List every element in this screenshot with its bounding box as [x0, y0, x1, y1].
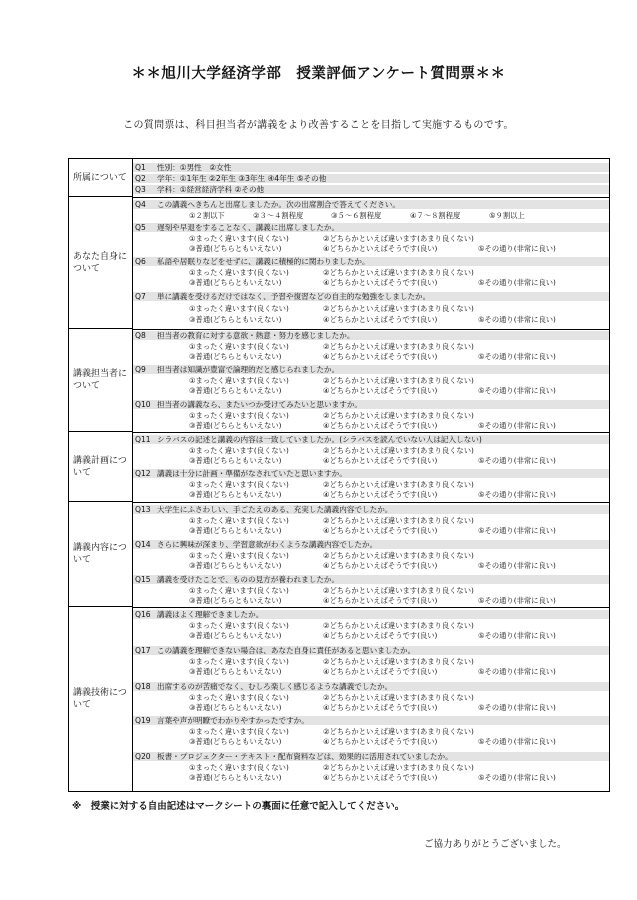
scale-option: ②どちらかといえば違います(あまり良くない): [323, 586, 474, 595]
scale-option: ⑤その通り(非常に良い): [478, 456, 556, 465]
category-label: 所属について: [73, 172, 127, 183]
scale-option: ①まったく違います(良くない): [189, 516, 289, 525]
question-row: [133, 331, 609, 340]
scale-option: ①まったく違います(良くない): [189, 657, 289, 666]
scale-option: ⑤その通り(非常に良い): [478, 737, 556, 746]
scale-option: ②どちらかといえば違います(あまり良くない): [323, 763, 474, 772]
scale-row: [133, 446, 609, 455]
scale-option: ①まったく違います(良くない): [189, 621, 289, 630]
question-row: [133, 257, 609, 266]
scale-option: ④どちらかといえばそうです(良い): [323, 561, 438, 570]
attendance-option: ③５～６割程度: [331, 211, 382, 220]
scale-row: [133, 234, 609, 243]
scale-option: ⑤その通り(非常に良い): [478, 526, 556, 535]
scale-row: [133, 763, 609, 772]
scale-option: ③普通(どちらともいえない): [189, 456, 282, 465]
scale-option: ①まったく違います(良くない): [189, 480, 289, 489]
scale-option: ②どちらかといえば違います(あまり良くない): [323, 693, 474, 702]
question-row: [133, 682, 609, 691]
scale-option: ⑤その通り(非常に良い): [478, 244, 556, 253]
question-text: 担当者は知識が豊富で論理的だと感じられましたか。: [157, 365, 340, 374]
question-row: [133, 716, 609, 725]
scale-option: ②どちらかといえば違います(あまり良くない): [323, 657, 474, 666]
scale-option: ④どちらかといえばそうです(良い): [323, 703, 438, 712]
scale-option: ③普通(どちらともいえない): [189, 631, 282, 640]
scale-row: [133, 490, 609, 499]
question-number: Q10: [135, 400, 151, 409]
scale-option: ②どちらかといえば違います(あまり良くない): [323, 268, 474, 277]
question-number: Q20: [135, 752, 151, 761]
attendance-option: ①２割以下: [189, 211, 225, 220]
thanks-text: ご協力ありがとうございました。: [424, 839, 567, 850]
scale-option: ④どちらかといえばそうです(良い): [323, 490, 438, 499]
category-self: [69, 197, 133, 329]
scale-option: ⑤その通り(非常に良い): [478, 278, 556, 287]
question-text: 担当者の講義なら、またいつか受けてみたいと思いますか。: [157, 400, 363, 409]
scale-option: ③普通(どちらともいえない): [189, 244, 282, 253]
scale-option: ①まったく違います(良くない): [189, 763, 289, 772]
scale-option: ①まったく違います(良くない): [189, 586, 289, 595]
scale-option: ④どちらかといえばそうです(良い): [323, 631, 438, 640]
question-row: [133, 575, 609, 584]
scale-option: ③普通(どちらともいえない): [189, 667, 282, 676]
scale-row: [133, 278, 609, 287]
attendance-option: ④７～８割程度: [410, 211, 461, 220]
scale-row: [133, 421, 609, 430]
scale-option: ⑤その通り(非常に良い): [478, 631, 556, 640]
scale-option: ④どちらかといえばそうです(良い): [323, 596, 438, 605]
scale-option: ④どちらかといえばそうです(良い): [323, 456, 438, 465]
scale-option: ①まったく違います(良くない): [189, 693, 289, 702]
question-text: 遅刻や早退をすることなく、講義に出席しましたか。: [157, 223, 340, 232]
question-number: Q12: [135, 469, 151, 478]
scale-row: [133, 376, 609, 385]
scale-option: ②どちらかといえば違います(あまり良くない): [323, 727, 474, 736]
scale-option: ③普通(どちらともいえない): [189, 561, 282, 570]
attendance-options: [133, 211, 609, 220]
scale-option: ⑤その通り(非常に良い): [478, 773, 556, 782]
scale-row: [133, 480, 609, 489]
question-row: [133, 752, 609, 761]
scale-option: ④どちらかといえばそうです(良い): [323, 421, 438, 430]
scale-option: ④どちらかといえばそうです(良い): [323, 386, 438, 395]
question-row: [133, 646, 609, 655]
scale-row: [133, 561, 609, 570]
page-title: ＊＊旭川大学経済学部 授業評価アンケート質問票＊＊: [131, 66, 506, 82]
category-affiliation: [69, 159, 133, 197]
question-row: [133, 174, 609, 183]
question-number: Q19: [135, 716, 151, 725]
scale-option: ②どちらかといえば違います(あまり良くない): [323, 411, 474, 420]
question-text: 学科：①経営経済学科 ②その他: [157, 185, 265, 194]
question-row: [133, 400, 609, 409]
attendance-option: ②３～４割程度: [253, 211, 304, 220]
question-text: 学年：①1年生 ②2年生 ③3年生 ④4年生 ⑤その他: [157, 174, 327, 183]
scale-row: [133, 516, 609, 525]
scale-option: ②どちらかといえば違います(あまり良くない): [323, 551, 474, 560]
scale-row: [133, 315, 609, 324]
category-label: 講義担当者について: [73, 369, 128, 391]
scale-option: ④どちらかといえばそうです(良い): [323, 737, 438, 746]
question-number: Q6: [135, 257, 146, 266]
scale-row: [133, 631, 609, 640]
question-text: シラバスの記述と講義の内容は一致していましたか。(シラバスを読んでいない人は記入しない): [157, 435, 482, 444]
scale-row: [133, 268, 609, 277]
question-number: Q16: [135, 610, 151, 619]
scale-option: ⑤その通り(非常に良い): [478, 667, 556, 676]
question-row: [133, 292, 609, 301]
scale-option: ①まったく違います(良くない): [189, 411, 289, 420]
scale-row: [133, 456, 609, 465]
question-number: Q14: [135, 540, 151, 549]
scale-option: ④どちらかといえばそうです(良い): [323, 352, 438, 361]
intro-text: この質問票は、科目担当者が講義をより改善することを目指して実施するものです。: [123, 120, 514, 131]
scale-row: [133, 737, 609, 746]
category-label: あなた自身について: [73, 251, 128, 274]
scale-option: ⑤その通り(非常に良い): [478, 352, 556, 361]
questionnaire-table: [68, 158, 610, 792]
scale-row: [133, 657, 609, 666]
scale-option: ①まったく違います(良くない): [189, 234, 289, 243]
question-row: [133, 469, 609, 478]
scale-row: [133, 352, 609, 361]
scale-option: ③普通(どちらともいえない): [189, 352, 282, 361]
scale-option: ④どちらかといえばそうです(良い): [323, 278, 438, 287]
scale-option: ④どちらかといえばそうです(良い): [323, 315, 438, 324]
scale-option: ①まったく違います(良くない): [189, 727, 289, 736]
question-row: [133, 163, 609, 172]
scale-option: ③普通(どちらともいえない): [189, 773, 282, 782]
scale-option: ②どちらかといえば違います(あまり良くない): [323, 480, 474, 489]
question-text: 私語や居眠りなどをせずに、講義に積極的に関わりましたか。: [157, 257, 370, 266]
scale-option: ⑤その通り(非常に良い): [478, 561, 556, 570]
scale-row: [133, 703, 609, 712]
scale-row: [133, 773, 609, 782]
scale-option: ①まったく違います(良くない): [189, 342, 289, 351]
scale-option: ②どちらかといえば違います(あまり良くない): [323, 234, 474, 243]
question-text: 大学生にふさわしい、手ごたえのある、充実した講義内容でしたか。: [157, 505, 393, 514]
question-text: 単に講義を受けるだけではなく、予習や復習などの自主的な勉強をしましたか。: [157, 292, 431, 301]
scale-option: ③普通(どちらともいえない): [189, 490, 282, 499]
question-number: Q18: [135, 682, 151, 691]
scale-option: ①まったく違います(良くない): [189, 304, 289, 313]
scale-option: ③普通(どちらともいえない): [189, 703, 282, 712]
scale-option: ④どちらかといえばそうです(良い): [323, 526, 438, 535]
question-text: 板書・プロジェクター・テキスト・配布資料などは、効果的に活用されていましたか。: [157, 752, 453, 761]
scale-option: ①まったく違います(良くない): [189, 268, 289, 277]
scale-option: ③普通(どちらともいえない): [189, 315, 282, 324]
attendance-option: ⑤９割以上: [489, 211, 525, 220]
scale-row: [133, 411, 609, 420]
question-row: [133, 200, 609, 209]
scale-option: ①まったく違います(良くない): [189, 376, 289, 385]
category-technique: [69, 607, 133, 791]
scale-option: ⑤その通り(非常に良い): [478, 421, 556, 430]
question-text: 講義を受けたことで、ものの見方が養われましたか。: [157, 575, 340, 584]
question-text: この講義へきちんと出席しましたか。次の出席割合で答えてください。: [157, 200, 400, 209]
question-number: Q15: [135, 575, 151, 584]
category-label: 講義内容について: [73, 543, 127, 565]
question-text: 担当者の教育に対する意欲・熱意・努力を感じましたか。: [157, 331, 355, 340]
scale-option: ⑤その通り(非常に良い): [478, 490, 556, 499]
scale-option: ③普通(どちらともいえない): [189, 386, 282, 395]
question-row: [133, 223, 609, 232]
question-number: Q7: [135, 292, 146, 301]
scale-option: ③普通(どちらともいえない): [189, 421, 282, 430]
scale-row: [133, 551, 609, 560]
question-text: 出席するのが苦痛でなく、むしろ楽しく感じるような講義でしたか。: [157, 682, 393, 691]
scale-row: [133, 304, 609, 313]
question-row: [133, 435, 609, 444]
category-label: 講義計画について: [73, 455, 127, 478]
scale-option: ⑤その通り(非常に良い): [478, 703, 556, 712]
scale-row: [133, 342, 609, 351]
scale-row: [133, 727, 609, 736]
scale-row: [133, 386, 609, 395]
scale-option: ①まったく違います(良くない): [189, 446, 289, 455]
question-number: Q4: [135, 200, 146, 209]
question-number: Q8: [135, 331, 146, 340]
question-number: Q5: [135, 223, 146, 232]
question-number: Q3: [135, 185, 146, 194]
scale-option: ③普通(どちらともいえない): [189, 526, 282, 535]
scale-row: [133, 693, 609, 702]
scale-row: [133, 526, 609, 535]
scale-row: [133, 667, 609, 676]
scale-row: [133, 621, 609, 630]
question-row: [133, 540, 609, 549]
scale-option: ④どちらかといえばそうです(良い): [323, 244, 438, 253]
question-column: [133, 159, 609, 791]
question-number: Q13: [135, 505, 151, 514]
question-text: 性別：①男性 ②女性: [157, 163, 232, 172]
question-number: Q11: [135, 435, 151, 444]
scale-row: [133, 596, 609, 605]
question-text: さらに興味が深まり、学習意欲がわくような講義内容でしたか。: [157, 540, 378, 549]
question-number: Q9: [135, 365, 146, 374]
scale-option: ④どちらかといえばそうです(良い): [323, 773, 438, 782]
scale-option: ⑤その通り(非常に良い): [478, 315, 556, 324]
scale-option: ②どちらかといえば違います(あまり良くない): [323, 621, 474, 630]
question-text: 講義は十分に計画・準備がなされていたと思いますか。: [157, 469, 347, 478]
scale-option: ②どちらかといえば違います(あまり良くない): [323, 304, 474, 313]
scale-option: ③普通(どちらともいえない): [189, 596, 282, 605]
category-instructor: [69, 329, 133, 432]
scale-option: ④どちらかといえばそうです(良い): [323, 667, 438, 676]
scale-row: [133, 586, 609, 595]
question-text: この講義を理解できない場合は、あなた自身に責任があると思いましたか。: [157, 646, 416, 655]
scale-option: ②どちらかといえば違います(あまり良くない): [323, 342, 474, 351]
category-plan: [69, 432, 133, 502]
free-comment-note: ※ 授業に対する自由記述はマークシートの裏面に任意で記入してください。: [72, 801, 405, 812]
scale-option: ⑤その通り(非常に良い): [478, 386, 556, 395]
scale-option: ⑤その通り(非常に良い): [478, 596, 556, 605]
question-number: Q17: [135, 646, 151, 655]
question-text: 講義はよく理解できましたか。: [157, 610, 264, 619]
question-row: [133, 610, 609, 619]
category-content: [69, 502, 133, 607]
scale-option: ③普通(どちらともいえない): [189, 737, 282, 746]
question-row: [133, 185, 609, 194]
question-number: Q2: [135, 174, 146, 183]
scale-option: ③普通(どちらともいえない): [189, 278, 282, 287]
scale-row: [133, 244, 609, 253]
question-number: Q1: [135, 163, 146, 172]
scale-option: ②どちらかといえば違います(あまり良くない): [323, 516, 474, 525]
scale-option: ①まったく違います(良くない): [189, 551, 289, 560]
question-row: [133, 365, 609, 374]
scale-option: ②どちらかといえば違います(あまり良くない): [323, 446, 474, 455]
question-text: 言葉や声が明瞭でわかりやすかったですか。: [157, 716, 309, 725]
scale-option: ②どちらかといえば違います(あまり良くない): [323, 376, 474, 385]
category-label: 講義技術について: [73, 688, 127, 710]
question-row: [133, 505, 609, 514]
